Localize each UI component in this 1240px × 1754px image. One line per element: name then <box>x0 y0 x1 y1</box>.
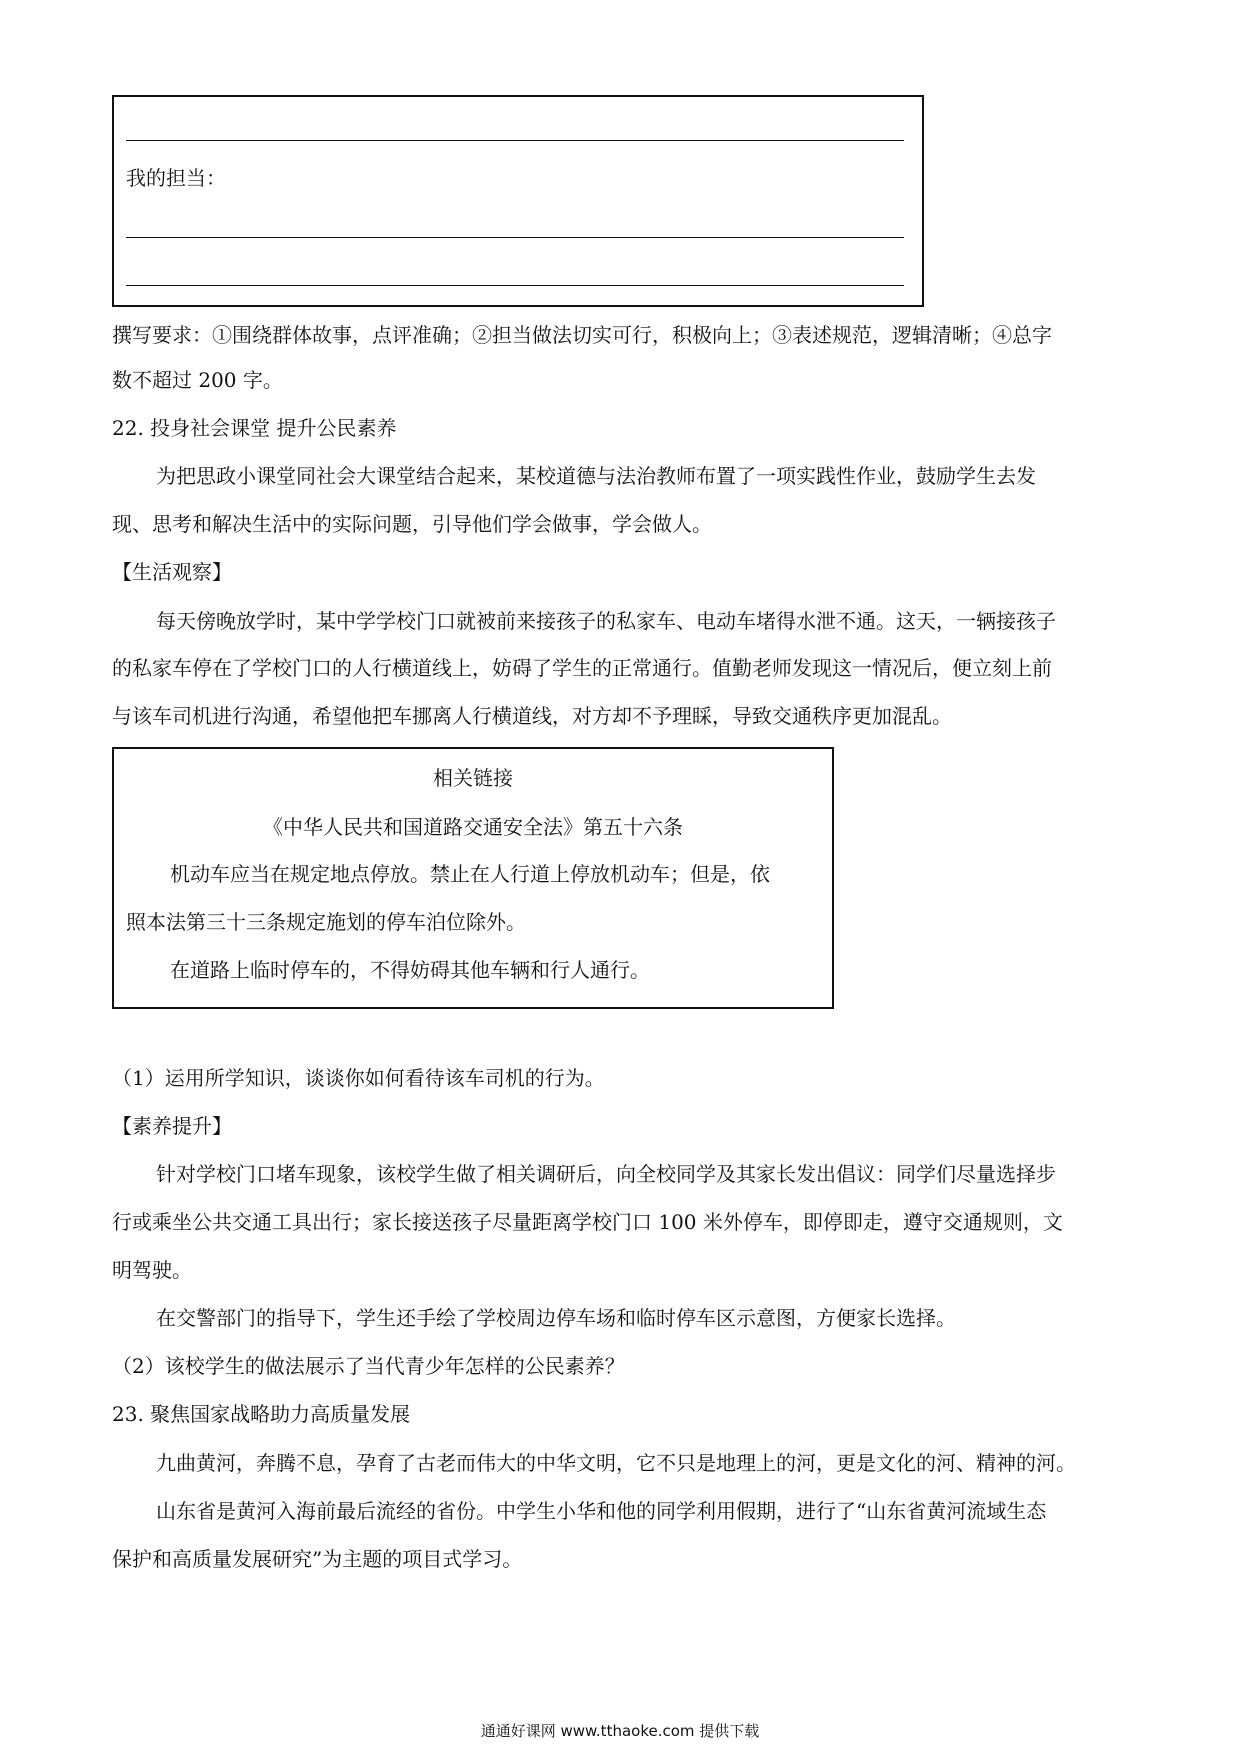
law-title: 《中华人民共和国道路交通安全法》第五十六条 <box>263 815 683 839</box>
q22-heading: 22. 投身社会课堂 提升公民素养 <box>112 416 397 440</box>
requirements-line: 数不超过 200 字。 <box>112 368 283 392</box>
related-link-title: 相关链接 <box>433 766 513 790</box>
q22-intro-line: 现、思考和解决生活中的实际问题，引导他们学会做事，学会做人。 <box>112 512 712 536</box>
law-clause-line: 机动车应当在规定地点停放。禁止在人行道上停放机动车；但是，依 <box>170 862 770 886</box>
law-clause-line: 照本法第三十三条规定施划的停车泊位除外。 <box>126 910 526 934</box>
promotion-line: 行或乘坐公共交通工具出行；家长接送孩子尽量距离学校门口 100 米外停车，即停即走，遵守交通规则，文 <box>112 1210 1063 1234</box>
observation-line: 的私家车停在了学校门口的人行横道线上，妨碍了学生的正常通行。值勤老师发现这一情况后，便立刻上前 <box>112 656 1052 680</box>
promotion-line: 针对学校门口堵车现象，该校学生做了相关调研后，向全校同学及其家长发出倡议：同学们尽量选择步 <box>156 1162 1056 1186</box>
answer-line[interactable] <box>126 140 904 141</box>
observation-line: 与该车司机进行沟通，希望他把车挪离人行横道线，对方却不予理睬，导致交通秩序更加混乱。 <box>112 704 952 728</box>
question-1: （1）运用所学知识，谈谈你如何看待该车司机的行为。 <box>112 1066 605 1090</box>
section-title-promotion: 【素养提升】 <box>112 1114 232 1138</box>
answer-line[interactable] <box>126 237 904 238</box>
map-line: 在交警部门的指导下，学生还手绘了学校周边停车场和临时停车区示意图，方便家长选择。 <box>156 1306 956 1330</box>
section-title-observation: 【生活观察】 <box>112 560 232 584</box>
q22-intro-line: 为把思政小课堂同社会大课堂结合起来，某校道德与法治教师布置了一项实践性作业，鼓励学生去发 <box>156 464 1036 488</box>
requirements-line: 撰写要求：①围绕群体故事，点评准确；②担当做法切实可行，积极向上；③表述规范，逻辑清晰；④总字 <box>112 323 1052 347</box>
law-clause-line: 在道路上临时停车的，不得妨碍其他车辆和行人通行。 <box>170 958 650 982</box>
q23-heading: 23. 聚焦国家战略助力高质量发展 <box>112 1402 411 1426</box>
footer-source: 通通好课网 www.tthaoke.com 提供下载 <box>480 1722 760 1740</box>
promotion-line: 明驾驶。 <box>112 1258 192 1282</box>
responsibility-label: 我的担当： <box>126 166 226 190</box>
answer-box <box>112 95 924 307</box>
question-2: （2）该校学生的做法展示了当代青少年怎样的公民素养？ <box>112 1354 625 1378</box>
observation-line: 每天傍晚放学时，某中学学校门口就被前来接孩子的私家车、电动车堵得水泄不通。这天，一辆接孩子 <box>156 609 1056 633</box>
q23-paragraph: 九曲黄河，奔腾不息，孕育了古老而伟大的中华文明，它不只是地理上的河，更是文化的河、精神的河。 <box>156 1451 1076 1475</box>
answer-line[interactable] <box>126 285 904 286</box>
q23-paragraph: 保护和高质量发展研究”为主题的项目式学习。 <box>112 1547 523 1571</box>
q23-paragraph: 山东省是黄河入海前最后流经的省份。中学生小华和他的同学利用假期，进行了“山东省黄河流域生态 <box>156 1499 1047 1523</box>
